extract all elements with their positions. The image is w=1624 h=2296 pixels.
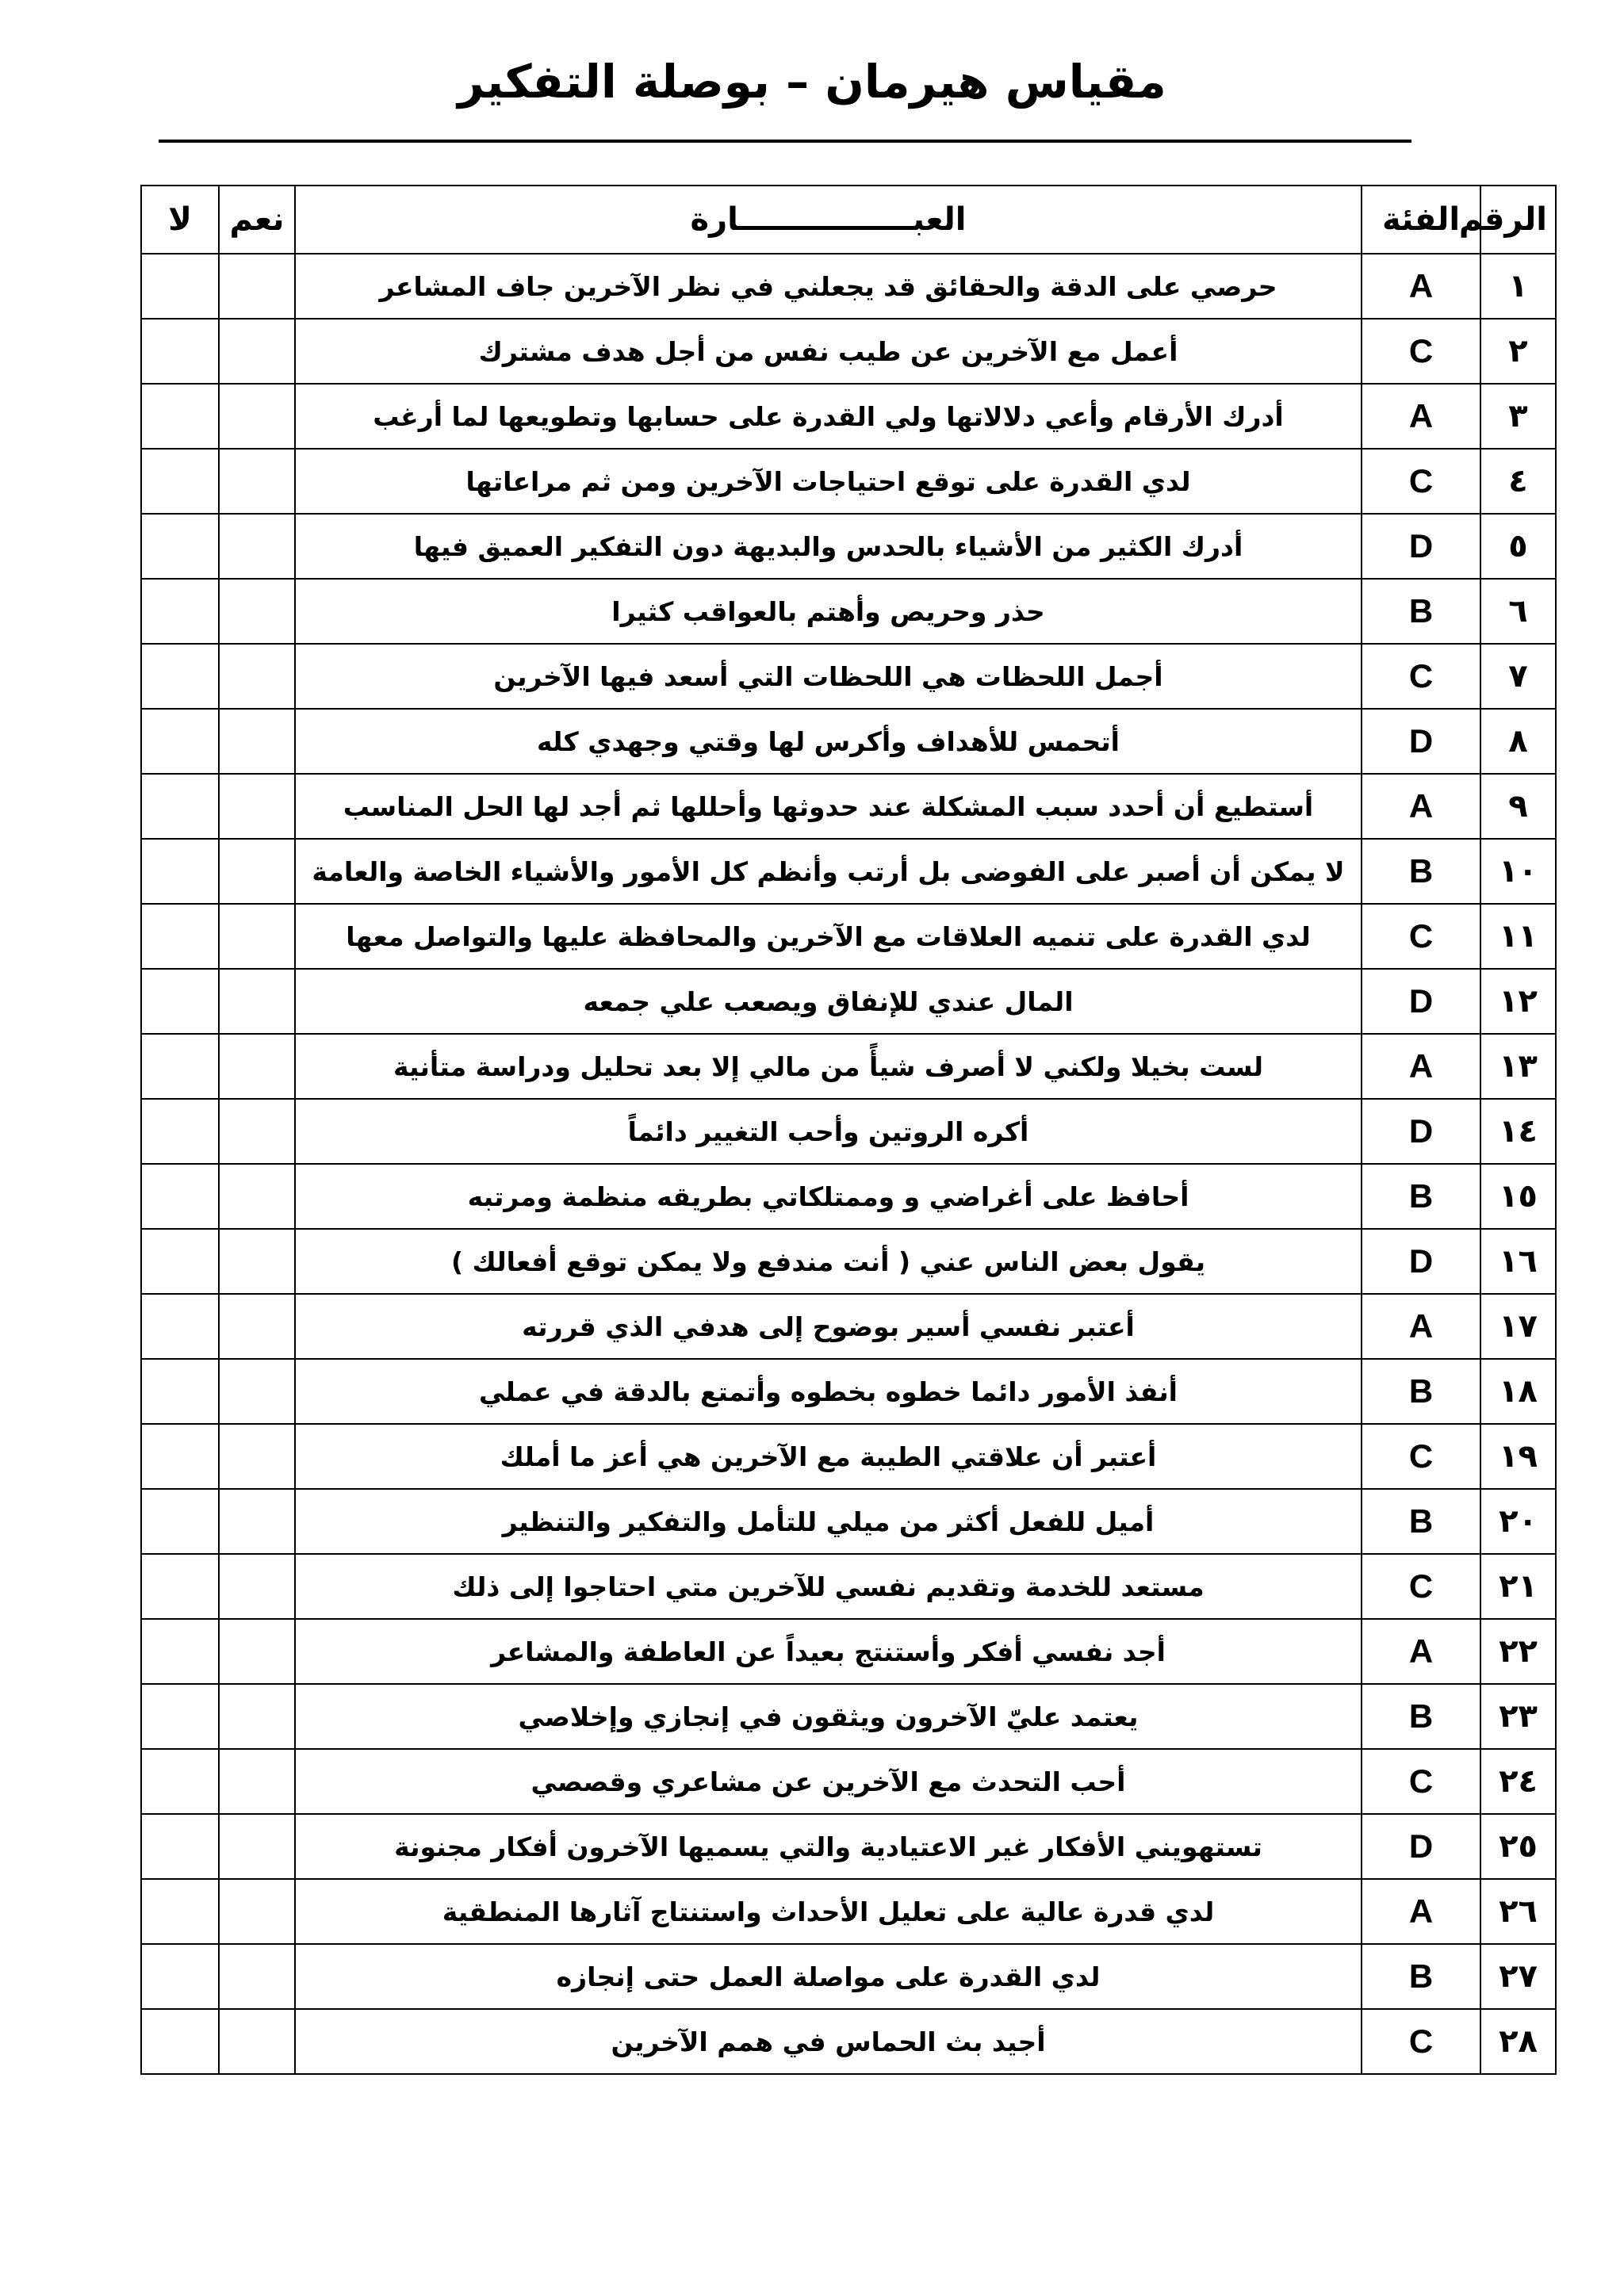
row-yes-answer-cell[interactable]: [219, 1294, 295, 1359]
row-statement: أستطيع أن أحدد سبب المشكلة عند حدوثها وأحللها ثم أجد لها الحل المناسب: [295, 774, 1362, 839]
row-number: ٢٤: [1480, 1749, 1556, 1814]
row-number: ١٥: [1480, 1164, 1556, 1229]
row-statement: أنفذ الأمور دائما خطوه بخطوه وأتمتع بالدقة في عملي: [295, 1359, 1362, 1424]
row-no-answer-cell[interactable]: [141, 1684, 219, 1749]
row-number: ٨: [1480, 709, 1556, 774]
row-category: B: [1362, 1684, 1480, 1749]
row-number: ٢: [1480, 319, 1556, 384]
row-number: ٢٠: [1480, 1489, 1556, 1554]
row-statement: لدي القدرة على تنميه العلاقات مع الآخرين والمحافظة عليها والتواصل معها: [295, 904, 1362, 969]
table-row: [141, 1814, 1556, 1879]
row-no-answer-cell[interactable]: [141, 1359, 219, 1424]
row-yes-answer-cell[interactable]: [219, 1619, 295, 1684]
row-statement: أحب التحدث مع الآخرين عن مشاعري وقصصي: [295, 1749, 1362, 1814]
row-statement: أكره الروتين وأحب التغيير دائماً: [295, 1099, 1362, 1164]
table-row: [141, 1684, 1556, 1749]
row-yes-answer-cell[interactable]: [219, 1359, 295, 1424]
row-category: C: [1362, 644, 1480, 709]
row-category: A: [1362, 1879, 1480, 1944]
row-no-answer-cell[interactable]: [141, 319, 219, 384]
row-number: ١٣: [1480, 1034, 1556, 1099]
row-number: ٥: [1480, 514, 1556, 579]
row-yes-answer-cell[interactable]: [219, 579, 295, 644]
row-no-answer-cell[interactable]: [141, 969, 219, 1034]
row-no-answer-cell[interactable]: [141, 1489, 219, 1554]
row-category: C: [1362, 1749, 1480, 1814]
row-category: A: [1362, 254, 1480, 319]
row-number: ١٤: [1480, 1099, 1556, 1164]
row-yes-answer-cell[interactable]: [219, 1489, 295, 1554]
table-row: [141, 1944, 1556, 2009]
row-number: ٤: [1480, 449, 1556, 514]
row-no-answer-cell[interactable]: [141, 709, 219, 774]
row-number: ١: [1480, 254, 1556, 319]
row-category: C: [1362, 2009, 1480, 2074]
row-statement: يقول بعض الناس عني ( أنت مندفع ولا يمكن توقع أفعالك ): [295, 1229, 1362, 1294]
row-statement: أعتبر أن علاقتي الطيبة مع الآخرين هي أعز ما أملك: [295, 1424, 1362, 1489]
page-title: مقياس هيرمان – بوصلة التفكير: [458, 55, 1166, 109]
table-row: [141, 1749, 1556, 1814]
row-statement: أتحمس للأهداف وأكرس لها وقتي وجهدي كله: [295, 709, 1362, 774]
row-number: ١٠: [1480, 839, 1556, 904]
row-category: B: [1362, 1489, 1480, 1554]
row-category: B: [1362, 1164, 1480, 1229]
row-yes-answer-cell[interactable]: [219, 1554, 295, 1619]
row-no-answer-cell[interactable]: [141, 1879, 219, 1944]
row-category: C: [1362, 319, 1480, 384]
row-number: ٩: [1480, 774, 1556, 839]
row-statement: لدي قدرة عالية على تعليل الأحداث واستنتاج آثارها المنطقية: [295, 1879, 1362, 1944]
row-statement: لدي القدرة على توقع احتياجات الآخرين ومن ثم مراعاتها: [295, 449, 1362, 514]
table-row: [141, 2009, 1556, 2074]
row-category: A: [1362, 1294, 1480, 1359]
header-number: الرقم: [1480, 186, 1556, 254]
row-category: A: [1362, 1034, 1480, 1099]
row-category: B: [1362, 1359, 1480, 1424]
table-row: [141, 1554, 1556, 1619]
row-number: ٢٦: [1480, 1879, 1556, 1944]
row-no-answer-cell[interactable]: [141, 514, 219, 579]
row-yes-answer-cell[interactable]: [219, 709, 295, 774]
row-category: A: [1362, 1619, 1480, 1684]
header-category: الفئة: [1362, 186, 1480, 254]
row-no-answer-cell[interactable]: [141, 839, 219, 904]
row-yes-answer-cell[interactable]: [219, 2009, 295, 2074]
table-row: [141, 839, 1556, 904]
row-number: ٦: [1480, 579, 1556, 644]
row-yes-answer-cell[interactable]: [219, 449, 295, 514]
row-statement: يعتمد عليّ الآخرون ويثقون في إنجازي وإخلاصي: [295, 1684, 1362, 1749]
row-statement: لست بخيلا ولكني لا أصرف شيأً من مالي إلا بعد تحليل ودراسة متأنية: [295, 1034, 1362, 1099]
table-row: [141, 1229, 1556, 1294]
row-no-answer-cell[interactable]: [141, 1554, 219, 1619]
row-yes-answer-cell[interactable]: [219, 514, 295, 579]
table-row: [141, 319, 1556, 384]
row-no-answer-cell[interactable]: [141, 254, 219, 319]
row-yes-answer-cell[interactable]: [219, 969, 295, 1034]
table-row: [141, 254, 1556, 319]
row-statement: حذر وحريص وأهتم بالعواقب كثيرا: [295, 579, 1362, 644]
row-category: D: [1362, 1229, 1480, 1294]
row-no-answer-cell[interactable]: [141, 774, 219, 839]
row-category: C: [1362, 904, 1480, 969]
row-number: ١١: [1480, 904, 1556, 969]
row-no-answer-cell[interactable]: [141, 1099, 219, 1164]
row-yes-answer-cell[interactable]: [219, 1749, 295, 1814]
row-yes-answer-cell[interactable]: [219, 904, 295, 969]
row-no-answer-cell[interactable]: [141, 1944, 219, 2009]
row-number: ١٨: [1480, 1359, 1556, 1424]
row-yes-answer-cell[interactable]: [219, 1879, 295, 1944]
row-category: B: [1362, 579, 1480, 644]
row-yes-answer-cell[interactable]: [219, 1424, 295, 1489]
table-row: [141, 904, 1556, 969]
header-no: لا: [141, 186, 219, 254]
row-yes-answer-cell[interactable]: [219, 1099, 295, 1164]
row-statement: أجد نفسي أفكر وأستنتج بعيداً عن العاطفة والمشاعر: [295, 1619, 1362, 1684]
row-no-answer-cell[interactable]: [141, 1619, 219, 1684]
row-no-answer-cell[interactable]: [141, 1164, 219, 1229]
row-yes-answer-cell[interactable]: [219, 644, 295, 709]
table-row: [141, 1424, 1556, 1489]
table-row: [141, 1359, 1556, 1424]
table-row: [141, 969, 1556, 1034]
row-yes-answer-cell[interactable]: [219, 1034, 295, 1099]
row-category: D: [1362, 1099, 1480, 1164]
row-statement: تستهويني الأفكار غير الاعتيادية والتي يسميها الآخرون أفكار مجنونة: [295, 1814, 1362, 1879]
row-no-answer-cell[interactable]: [141, 904, 219, 969]
row-category: D: [1362, 514, 1480, 579]
table-row: [141, 514, 1556, 579]
row-number: ٢٧: [1480, 1944, 1556, 2009]
row-category: B: [1362, 1944, 1480, 2009]
row-yes-answer-cell[interactable]: [219, 1684, 295, 1749]
table-header-row: [141, 186, 1556, 254]
table-row: [141, 1164, 1556, 1229]
row-number: ٢٥: [1480, 1814, 1556, 1879]
row-statement: أدرك الأرقام وأعي دلالاتها ولي القدرة على حسابها وتطويعها لما أرغب: [295, 384, 1362, 449]
row-statement: حرصي على الدقة والحقائق قد يجعلني في نظر الآخرين جاف المشاعر: [295, 254, 1362, 319]
row-no-answer-cell[interactable]: [141, 1294, 219, 1359]
row-no-answer-cell[interactable]: [141, 1034, 219, 1099]
table-row: [141, 579, 1556, 644]
row-category: C: [1362, 1554, 1480, 1619]
row-yes-answer-cell[interactable]: [219, 319, 295, 384]
row-yes-answer-cell[interactable]: [219, 384, 295, 449]
row-yes-answer-cell[interactable]: [219, 254, 295, 319]
row-no-answer-cell[interactable]: [141, 1749, 219, 1814]
row-yes-answer-cell[interactable]: [219, 774, 295, 839]
row-number: ٧: [1480, 644, 1556, 709]
row-category: D: [1362, 969, 1480, 1034]
table-row: [141, 709, 1556, 774]
header-yes: نعم: [219, 186, 295, 254]
row-statement: أميل للفعل أكثر من ميلي للتأمل والتفكير والتنظير: [295, 1489, 1362, 1554]
row-no-answer-cell[interactable]: [141, 579, 219, 644]
row-no-answer-cell[interactable]: [141, 2009, 219, 2074]
table-row: [141, 1034, 1556, 1099]
row-category: A: [1362, 384, 1480, 449]
row-category: B: [1362, 839, 1480, 904]
row-number: ٢١: [1480, 1554, 1556, 1619]
row-yes-answer-cell[interactable]: [219, 1944, 295, 2009]
row-number: ١٦: [1480, 1229, 1556, 1294]
row-statement: أجمل اللحظات هي اللحظات التي أسعد فيها الآخرين: [295, 644, 1362, 709]
row-number: ٣: [1480, 384, 1556, 449]
title-divider: [159, 140, 1411, 143]
row-yes-answer-cell[interactable]: [219, 1229, 295, 1294]
row-no-answer-cell[interactable]: [141, 449, 219, 514]
row-no-answer-cell[interactable]: [141, 1229, 219, 1294]
table-row: [141, 1619, 1556, 1684]
header-statement: العبــــــــــــــــارة: [295, 186, 1362, 254]
row-statement: مستعد للخدمة وتقديم نفسي للآخرين متي احتاجوا إلى ذلك: [295, 1554, 1362, 1619]
table-body: [141, 254, 1556, 2074]
table-row: [141, 1879, 1556, 1944]
row-no-answer-cell[interactable]: [141, 1424, 219, 1489]
row-no-answer-cell[interactable]: [141, 384, 219, 449]
row-statement: أجيد بث الحماس في همم الآخرين: [295, 2009, 1362, 2074]
row-statement: لا يمكن أن أصبر على الفوضى بل أرتب وأنظم كل الأمور والأشياء الخاصة والعامة: [295, 839, 1362, 904]
table-row: [141, 1099, 1556, 1164]
row-yes-answer-cell[interactable]: [219, 1164, 295, 1229]
table-row: [141, 384, 1556, 449]
row-number: ٢٨: [1480, 2009, 1556, 2074]
row-no-answer-cell[interactable]: [141, 1814, 219, 1879]
row-category: A: [1362, 774, 1480, 839]
row-number: ٢٣: [1480, 1684, 1556, 1749]
table-row: [141, 774, 1556, 839]
row-category: C: [1362, 1424, 1480, 1489]
herrmann-scale-table: [140, 185, 1557, 2075]
row-statement: أحافظ على أغراضي و وممتلكاتي بطريقه منظمة ومرتبه: [295, 1164, 1362, 1229]
row-statement: أدرك الكثير من الأشياء بالحدس والبديهة دون التفكير العميق فيها: [295, 514, 1362, 579]
row-number: ١٧: [1480, 1294, 1556, 1359]
row-category: D: [1362, 1814, 1480, 1879]
table-row: [141, 449, 1556, 514]
table-row: [141, 1489, 1556, 1554]
row-category: D: [1362, 709, 1480, 774]
table-row: [141, 1294, 1556, 1359]
row-number: ٢٢: [1480, 1619, 1556, 1684]
row-statement: لدي القدرة على مواصلة العمل حتى إنجازه: [295, 1944, 1362, 2009]
row-category: C: [1362, 449, 1480, 514]
row-statement: أعتبر نفسي أسير بوضوح إلى هدفي الذي قررته: [295, 1294, 1362, 1359]
row-statement: المال عندي للإنفاق ويصعب علي جمعه: [295, 969, 1362, 1034]
row-number: ١٢: [1480, 969, 1556, 1034]
table-row: [141, 644, 1556, 709]
row-number: ١٩: [1480, 1424, 1556, 1489]
row-statement: أعمل مع الآخرين عن طيب نفس من أجل هدف مشترك: [295, 319, 1362, 384]
row-yes-answer-cell[interactable]: [219, 1814, 295, 1879]
row-yes-answer-cell[interactable]: [219, 839, 295, 904]
row-no-answer-cell[interactable]: [141, 644, 219, 709]
